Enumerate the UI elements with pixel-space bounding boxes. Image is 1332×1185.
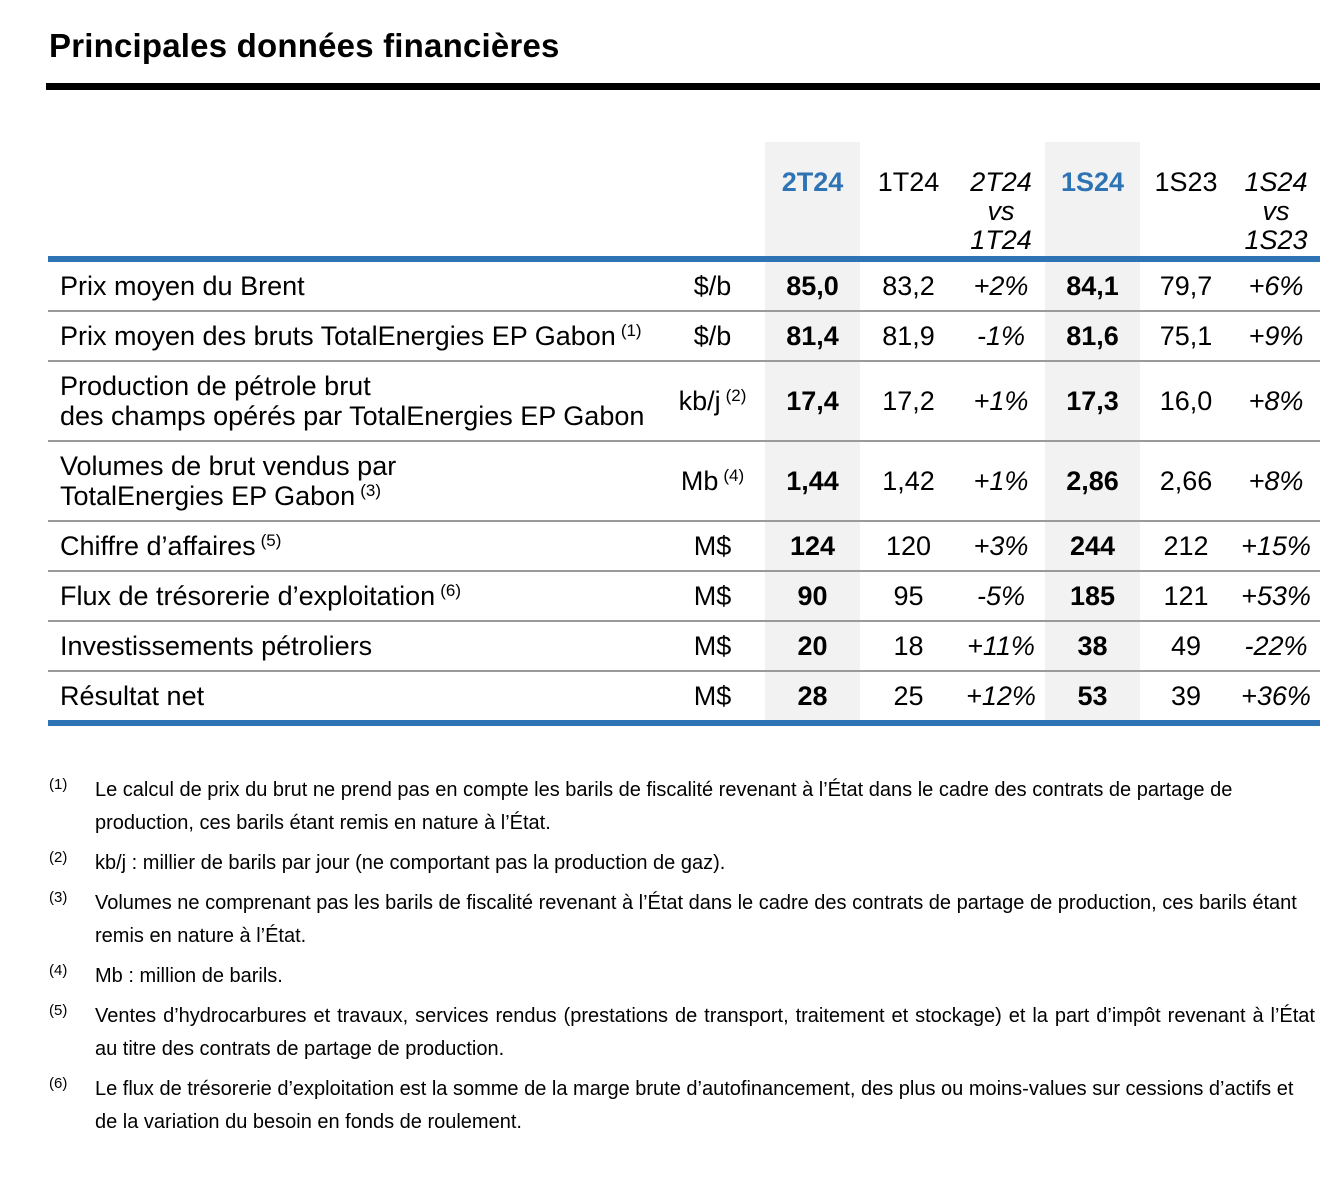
cell-1t24: 1,42 — [860, 441, 957, 521]
footnotes-section — [49, 774, 1320, 1139]
footnote-marker: (5) — [49, 1002, 68, 1019]
row-label-line2: des champs opérés par TotalEnergies EP Gabon — [60, 401, 645, 431]
footnote-text: Ventes d’hydrocarbures et travaux, services rendus (prestations de transport, traitement et stockage) et la part d’impôt revenant à l’État au titre des contrats de partage de production. — [95, 1005, 1315, 1060]
row-label: Résultat net — [48, 671, 660, 723]
row-unit: M$ — [660, 621, 765, 671]
title-divider — [46, 83, 1320, 90]
cell-var-quarter: +3% — [957, 521, 1045, 571]
cell-var-half: +6% — [1248, 271, 1304, 301]
cell-var-half: +8% — [1232, 361, 1320, 441]
cell-1s23: 121 — [1140, 571, 1232, 621]
footnote-text: Le calcul de prix du brut ne prend pas en compte les barils de fiscalité revenant à l’État dans le cadre des contrats de partage de production, ces barils étant remis en nature à l’État. — [95, 779, 1233, 834]
footnote-ref-6: (6) — [440, 581, 461, 600]
table-row-oil-investments — [48, 621, 1320, 671]
cell-var-quarter: +1% — [957, 361, 1045, 441]
cell-var-quarter: -5% — [957, 571, 1045, 621]
row-unit: M$ — [660, 671, 765, 723]
table-body — [48, 259, 1320, 723]
cell-var-quarter: +11% — [957, 621, 1045, 671]
cell-var-half: +15% — [1232, 521, 1320, 571]
header-vs-line: 2T24 — [970, 167, 1032, 197]
footnote-2 — [49, 847, 1320, 880]
cell-var-half: +53% — [1232, 571, 1320, 621]
row-unit: Mb $^{(4)}$ — [660, 441, 765, 521]
cell-1s24: 244 — [1045, 521, 1140, 571]
cell-2t24: 1,44 — [765, 441, 860, 521]
row-label: Prix moyen des bruts TotalEnergies EP Gabon $^{(1)}$ — [48, 311, 660, 361]
report-page — [0, 27, 1332, 1185]
cell-1s24: 17,3 — [1045, 361, 1140, 441]
header-vs-line: vs — [1262, 196, 1290, 226]
table-row-operating-cash-flow — [48, 571, 1320, 621]
row-label: Production de pétrole brut des champs opérés par TotalEnergies EP Gabon — [48, 361, 660, 441]
cell-1t24: 83,2 — [882, 271, 935, 301]
table-header-row — [48, 142, 1320, 259]
row-label: Investissements pétroliers — [48, 621, 660, 671]
cell-2t24: 28 — [765, 671, 860, 723]
cell-1t24: 17,2 — [860, 361, 957, 441]
cell-2t24: 20 — [765, 621, 860, 671]
row-label: Prix moyen du Brent — [60, 271, 305, 301]
row-unit: M$ — [660, 571, 765, 621]
footnote-ref-2: (2) — [725, 386, 747, 405]
footnote-text: kb/j : millier de barils par jour (ne comportant pas la production de gaz). — [95, 852, 726, 874]
footnote-marker: (6) — [49, 1075, 68, 1092]
row-unit: $/b — [693, 271, 732, 301]
header-1s24: 1S24 — [1045, 142, 1140, 259]
cell-1s23: 75,1 — [1140, 311, 1232, 361]
row-label-line2: TotalEnergies EP Gabon $^{(3)}$ — [60, 481, 381, 511]
cell-1t24: 81,9 — [860, 311, 957, 361]
header-vs-line: vs — [987, 196, 1015, 226]
footnote-5 — [49, 1000, 1320, 1066]
header-2t24-vs-1t24 — [957, 142, 1045, 259]
cell-1s23: 49 — [1140, 621, 1232, 671]
header-empty-unit — [660, 142, 765, 259]
row-unit: M$ — [660, 521, 765, 571]
cell-2t24: 85,0 — [765, 259, 860, 311]
table-row-net-income — [48, 671, 1320, 723]
header-vs-line: 1T24 — [970, 225, 1032, 255]
footnote-1 — [49, 774, 1320, 840]
header-vs-line: 1S24 — [1244, 167, 1308, 197]
page-title: Principales données financières — [49, 27, 560, 64]
row-label: Volumes de brut vendus par TotalEnergies EP Gabon $^{(3)}$ — [48, 441, 660, 521]
row-unit: $/b — [660, 311, 765, 361]
cell-2t24: 17,4 — [765, 361, 860, 441]
footnote-text: Le flux de trésorerie d’exploitation est la somme de la marge brute d’autofinancement, des plus ou moins-values sur cessions d’actifs et de la variation du besoin en fonds de roulement. — [95, 1078, 1294, 1133]
table-row-crude-production — [48, 361, 1320, 441]
footnote-ref-1: (1) — [620, 321, 642, 340]
row-unit: kb/j $^{(2)}$ — [660, 361, 765, 441]
footnote-6 — [49, 1073, 1320, 1139]
header-empty-label — [48, 142, 660, 259]
cell-1s23: 16,0 — [1140, 361, 1232, 441]
cell-var-half: -22% — [1232, 621, 1320, 671]
cell-2t24: 81,4 — [765, 311, 860, 361]
table-row-brent-price — [48, 259, 1320, 311]
footnote-3 — [49, 887, 1320, 953]
cell-1s24: 2,86 — [1045, 441, 1140, 521]
cell-1s24: 53 — [1045, 671, 1140, 723]
cell-1s23: 79,7 — [1159, 271, 1213, 301]
cell-1s24: 81,6 — [1045, 311, 1140, 361]
header-1s24-vs-1s23 — [1232, 142, 1320, 259]
cell-1s24: 38 — [1045, 621, 1140, 671]
table-row-tegabon-crude-price — [48, 311, 1320, 361]
cell-1s23: 212 — [1140, 521, 1232, 571]
header-vs-line: 1S23 — [1244, 225, 1308, 255]
cell-1s24: 185 — [1045, 571, 1140, 621]
table-row-crude-volumes-sold — [48, 441, 1320, 521]
footnote-ref-5: (5) — [260, 531, 282, 550]
cell-1s23: 39 — [1140, 671, 1232, 723]
footnote-marker: (3) — [49, 889, 68, 906]
cell-var-quarter: +2% — [973, 271, 1029, 301]
cell-var-quarter: +1% — [957, 441, 1045, 521]
footnote-ref-3: (3) — [360, 481, 381, 500]
footnote-ref-4: (4) — [723, 466, 745, 485]
footnote-marker: (2) — [49, 849, 68, 866]
cell-1t24: 95 — [860, 571, 957, 621]
cell-2t24: 124 — [765, 521, 860, 571]
header-1t24: 1T24 — [860, 142, 957, 259]
footnote-marker: (4) — [49, 962, 68, 979]
row-label: Flux de trésorerie d’exploitation $^{(6)}$ — [48, 571, 660, 621]
cell-1t24: 18 — [860, 621, 957, 671]
cell-var-half: +9% — [1232, 311, 1320, 361]
cell-var-half: +36% — [1232, 671, 1320, 723]
footnote-4 — [49, 960, 1320, 993]
footnote-text: Mb : million de barils. — [95, 965, 283, 987]
cell-1s23: 2,66 — [1140, 441, 1232, 521]
footnote-marker: (1) — [49, 776, 68, 793]
cell-var-quarter: -1% — [957, 311, 1045, 361]
cell-var-half: +8% — [1232, 441, 1320, 521]
header-1s23: 1S23 — [1140, 142, 1232, 259]
financial-data-table — [48, 142, 1320, 726]
cell-var-quarter: +12% — [957, 671, 1045, 723]
cell-1t24: 25 — [860, 671, 957, 723]
cell-2t24: 90 — [765, 571, 860, 621]
cell-1t24: 120 — [860, 521, 957, 571]
footnote-text: Volumes ne comprenant pas les barils de fiscalité revenant à l’État dans le cadre des contrats de partage de production, ces barils étant remis en nature à l’État. — [95, 892, 1297, 947]
cell-1s24: 84,1 — [1045, 259, 1140, 311]
header-2t24: 2T24 — [765, 142, 860, 259]
table-header — [48, 142, 1320, 259]
table-row-revenue — [48, 521, 1320, 571]
row-label: Chiffre d’affaires $^{(5)}$ — [48, 521, 660, 571]
